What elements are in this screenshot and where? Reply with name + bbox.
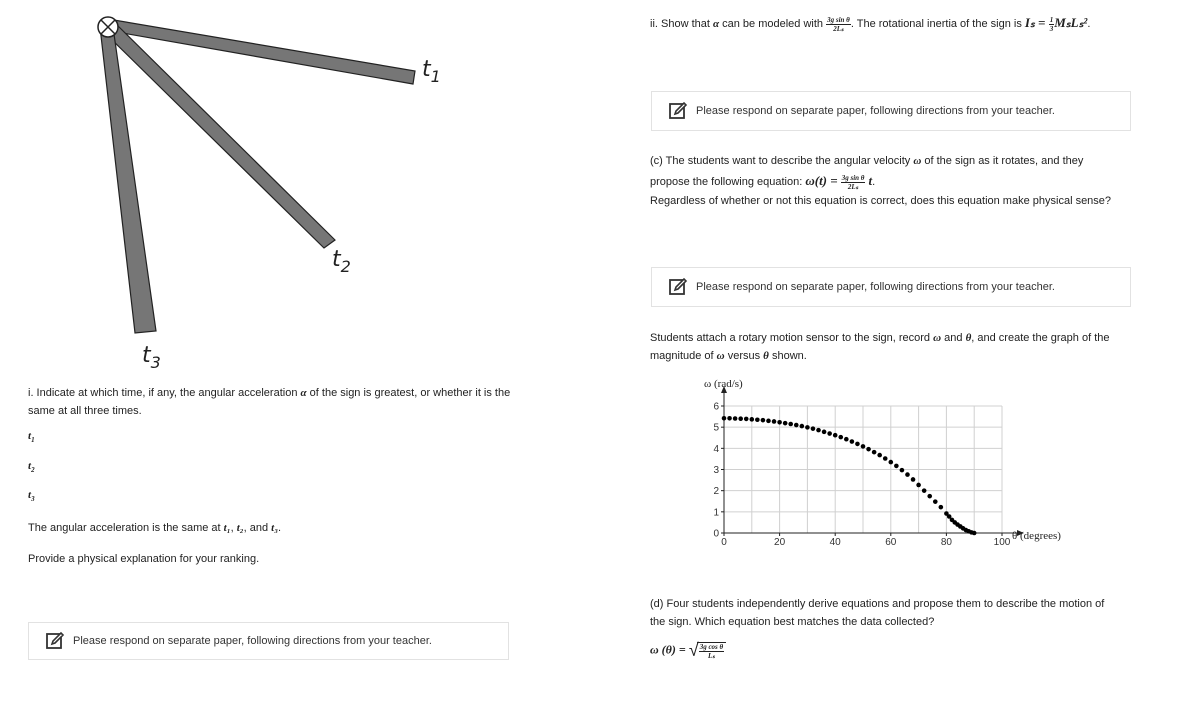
data-point	[972, 531, 977, 536]
option-same[interactable]: The angular acceleration is the same at t₁, t₂, and t₃.	[28, 522, 282, 534]
label-t3: $t_3$	[142, 343, 161, 372]
sign-rotation-diagram	[80, 10, 480, 375]
sensor-description: Students attach a rotary motion sensor to the sign, record ω and θ, and create the graph of the magnitude of ω versus θ shown.	[650, 332, 1110, 362]
data-point	[855, 442, 860, 447]
data-point	[850, 439, 855, 444]
chart-y-label: ω (rad/s)	[704, 378, 743, 390]
data-point	[866, 447, 871, 452]
x-tick-label: 60	[885, 537, 897, 548]
data-point	[922, 488, 927, 493]
response-box-ii[interactable]	[651, 91, 1131, 131]
option-t1[interactable]: $t_1$	[28, 430, 35, 445]
data-point	[755, 417, 760, 422]
pivot-icon	[98, 17, 118, 37]
data-point	[794, 423, 799, 428]
data-point	[877, 453, 882, 458]
edit-icon	[45, 631, 65, 651]
omega-vs-theta-chart	[690, 372, 1100, 552]
data-point	[772, 419, 777, 424]
fraction-alpha: $\frac{\text{3g sin θ}}{\text{2Lₛ}}$	[827, 15, 850, 33]
data-point	[788, 422, 793, 427]
chart-x-label: θ (degrees)	[1012, 530, 1061, 542]
data-point	[783, 421, 788, 426]
data-point	[883, 456, 888, 461]
explain-prompt: Provide a physical explanation for your ranking.	[28, 553, 260, 565]
data-point	[872, 450, 877, 455]
y-tick-label: 3	[713, 465, 719, 476]
chart-ticks	[713, 402, 1010, 549]
x-tick-label: 100	[993, 537, 1011, 548]
data-point	[777, 420, 782, 425]
x-tick-label: 40	[829, 537, 841, 548]
data-point	[805, 425, 810, 430]
response-box-left-label: Please respond on separate paper, following directions from your teacher.	[73, 635, 432, 647]
data-point	[738, 416, 743, 421]
x-tick-label: 80	[940, 537, 952, 548]
data-point	[844, 437, 849, 442]
alpha-symbol: α	[300, 387, 307, 399]
question-ii: ii. Show that α can be modeled with $\frac{\text{3g sin θ}}{\text{2Lₛ}}$ . The rotational inertia of the sign is Iₛ = $\frac{1}{3}$ MₛLₛ².	[650, 15, 1091, 33]
x-tick-label: 20	[774, 537, 786, 548]
data-point	[822, 430, 827, 435]
data-point	[811, 426, 816, 431]
data-point	[816, 428, 821, 433]
option-t2[interactable]: $t_2$	[28, 460, 35, 475]
y-tick-label: 1	[713, 507, 719, 519]
option-d-equation[interactable]: ω (θ) = √ $\frac{\text{3g cos θ}}{\text{Lₛ}}$	[650, 640, 726, 661]
question-d: (d) Four students independently derive equations and propose them to describe the motion of the sign. Which equation best matches the data collected?	[650, 598, 1105, 628]
data-point	[800, 424, 805, 429]
y-tick-label: 2	[713, 486, 719, 498]
y-tick-label: 0	[713, 528, 719, 540]
chart-grid	[724, 406, 1002, 533]
data-point	[727, 416, 732, 421]
data-point	[911, 477, 916, 482]
data-point	[861, 444, 866, 449]
data-point	[744, 417, 749, 422]
response-box-ii-label: Please respond on separate paper, following directions from your teacher.	[696, 105, 1055, 117]
data-point	[933, 499, 938, 504]
response-box-left[interactable]	[28, 622, 509, 660]
data-point	[838, 435, 843, 440]
data-point	[939, 505, 944, 510]
response-box-c-label: Please respond on separate paper, following directions from your teacher.	[696, 281, 1055, 293]
y-tick-label: 6	[713, 401, 719, 413]
data-point	[900, 468, 905, 473]
edit-icon	[668, 101, 688, 121]
label-t2: $t_2$	[332, 247, 351, 276]
data-point	[894, 464, 899, 469]
chart-axes	[721, 386, 1024, 536]
response-box-c[interactable]	[651, 267, 1131, 307]
data-point	[733, 416, 738, 421]
data-point	[722, 416, 727, 421]
data-point	[766, 419, 771, 424]
data-point	[905, 472, 910, 477]
data-point	[827, 431, 832, 436]
option-t3[interactable]: $t_3$	[28, 489, 35, 504]
y-tick-label: 5	[713, 422, 719, 434]
label-t1: $t_1$	[422, 57, 441, 86]
chart-points	[722, 416, 977, 535]
x-tick-label: 0	[721, 537, 727, 548]
y-tick-label: 4	[713, 443, 719, 455]
data-point	[750, 417, 755, 422]
edit-icon	[668, 277, 688, 297]
data-point	[761, 418, 766, 423]
data-point	[889, 460, 894, 465]
question-i: i. Indicate at which time, if any, the angular acceleration α of the sign is greatest, or whether it is the same at all three times.	[28, 387, 511, 417]
data-point	[927, 494, 932, 499]
data-point	[833, 433, 838, 438]
question-c: (c) The students want to describe the angular velocity ω of the sign as it rotates, and they propose the following equation: ω(t) = $\frac{\text{3g sin θ}}{\text{2Lₛ}}$ t. Regardless of whether or not this equation is correct, does this equation make physical sense?	[650, 155, 1112, 207]
data-point	[916, 483, 921, 488]
